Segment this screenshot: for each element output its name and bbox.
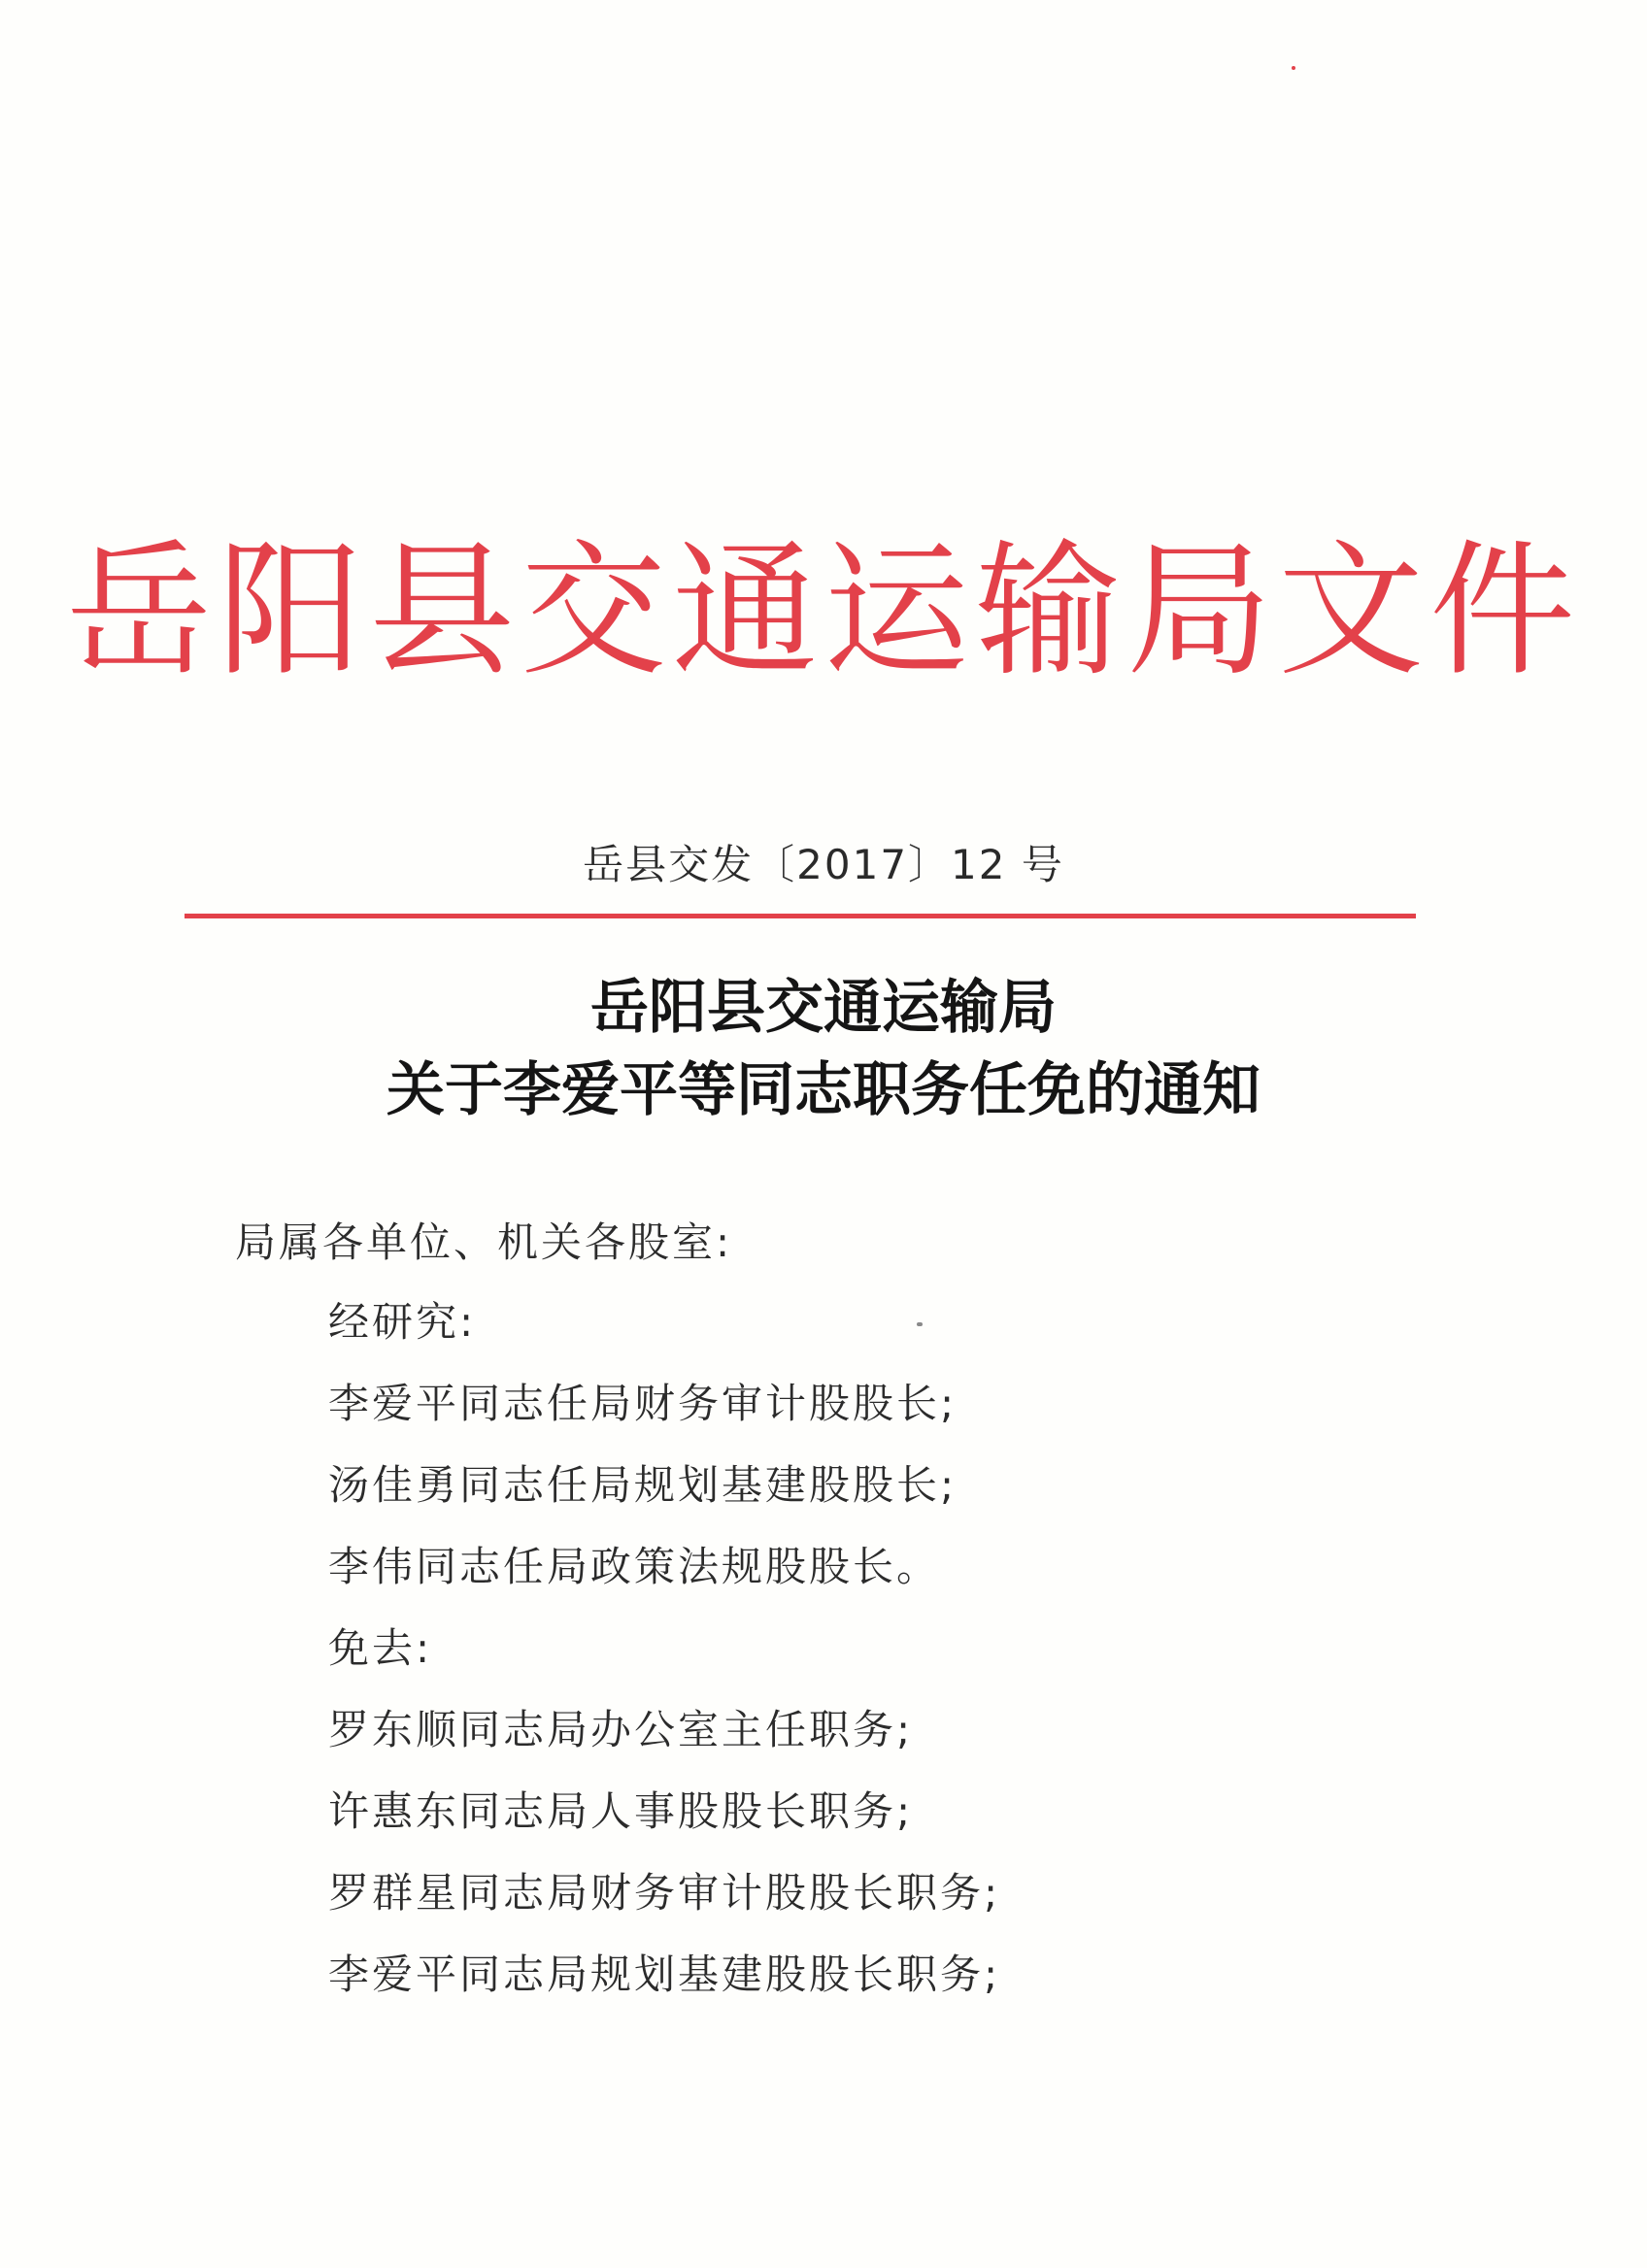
body-paragraph: 李爱平同志任局财务审计股股长; (328, 1380, 958, 1427)
body-paragraph: 罗东顺同志局办公室主任职务; (328, 1706, 914, 1753)
body-paragraph: 许惠东同志局人事股股长职务; (328, 1787, 914, 1835)
body-paragraph: 李伟同志任局政策法规股股长。 (328, 1543, 941, 1590)
body-paragraph: 李爱平同志局规划基建股股长职务; (328, 1951, 1001, 1998)
red-divider-line (185, 914, 1416, 918)
document-masthead: 岳阳县交通运输局文件 (65, 527, 1581, 696)
scan-speck (917, 1322, 923, 1326)
document-number: 岳县交发〔2017〕12 号 (583, 841, 1064, 888)
body-paragraph: 汤佳勇同志任局规划基建股股长; (328, 1461, 958, 1509)
body-paragraph: 免去: (328, 1624, 433, 1672)
document-title-line2: 关于李爱平等同志职务任免的通知 (387, 1056, 1260, 1124)
body-paragraph: 罗群星同志局财务审计股股长职务; (328, 1869, 1001, 1917)
print-speck (1292, 66, 1295, 70)
salutation: 局属各单位、机关各股室: (235, 1218, 733, 1266)
body-paragraph: 经研究: (328, 1298, 477, 1346)
document-title-line1: 岳阳县交通运输局 (590, 974, 1057, 1042)
